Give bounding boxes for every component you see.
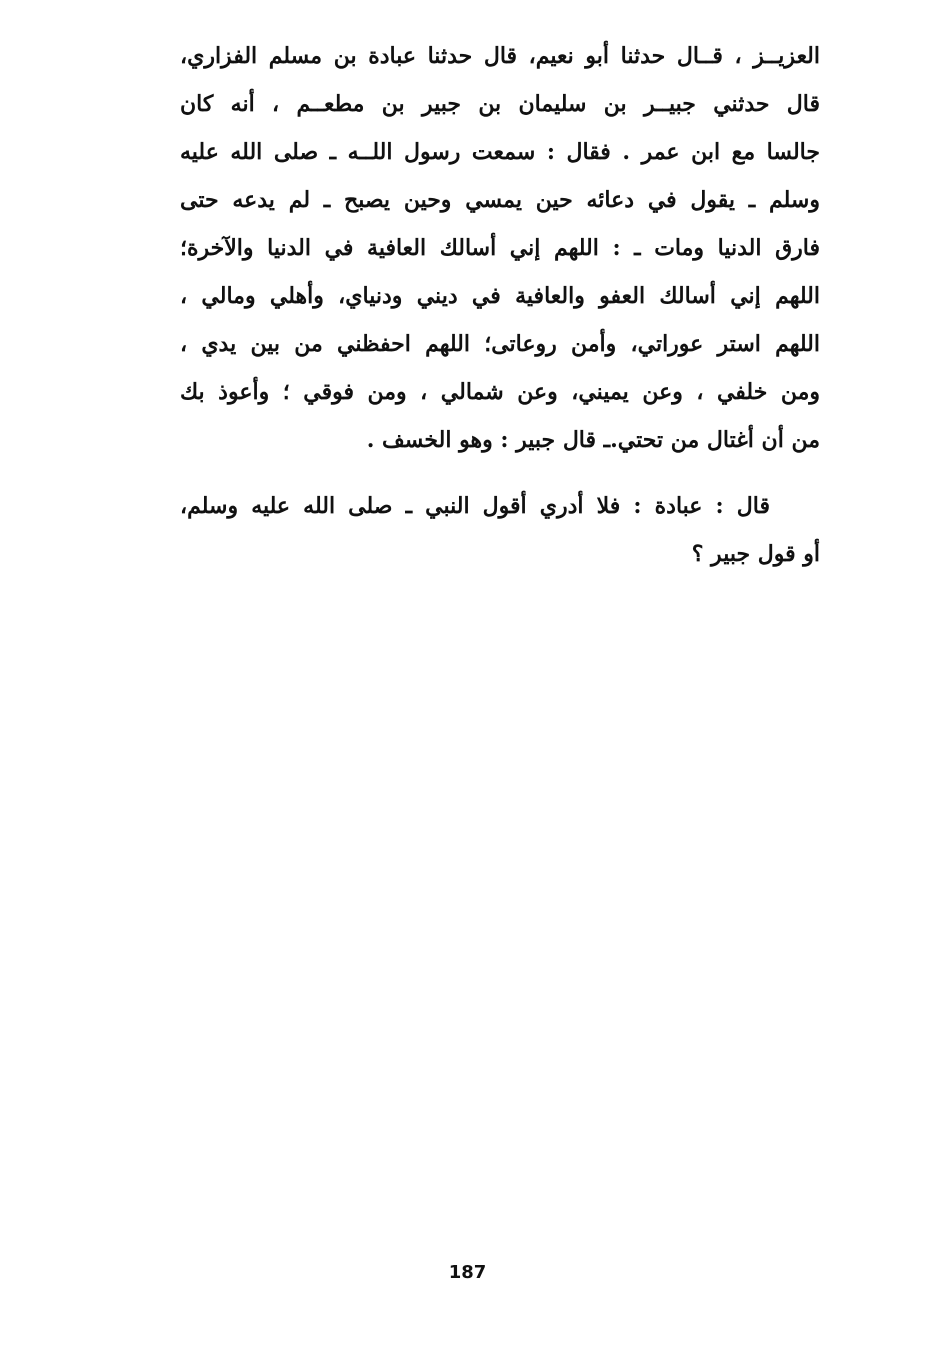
paragraph-1 <box>180 32 820 464</box>
text-line: اللهم إني أسالك العفو والعافية في ديني ودنياي، وأهلي ومالي ، <box>180 283 820 309</box>
text-line: فارق الدنيا ومات ـ : اللهم إني أسالك العافية في الدنيا والآخرة؛ <box>180 235 820 261</box>
text-line: قال حدثني جبيــر بن سليمان بن جبير بن مطعــم ، أنه كان <box>180 91 820 117</box>
paragraph-2 <box>180 482 820 578</box>
text-line: قال : عبادة : فلا أدري أقول النبي ـ صلى الله عليه وسلم، <box>180 493 770 519</box>
text-line: ومن خلفي ، وعن يميني، وعن شمالي ، ومن فوقي ؛ وأعوذ بك <box>180 379 820 405</box>
text-line: اللهم استر عوراتي، وأمن روعاتى؛ اللهم احفظني من بين يدي ، <box>180 331 820 357</box>
text-line: أو قول جبير ؟ <box>691 541 820 567</box>
text-line: جالسا مع ابن عمر . فقال : سمعت رسول اللــه ـ صلى الله عليه <box>180 139 820 165</box>
text-line: العزيــز ، قــال حدثنا أبو نعيم، قال حدثنا عبادة بن مسلم الفزاري، <box>180 43 820 69</box>
text-line: من أن أغتال من تحتي.ـ قال جبير : وهو الخسف . <box>366 427 820 453</box>
page-number: 187 <box>448 1262 487 1283</box>
text-body <box>180 32 820 578</box>
text-line: وسلم ـ يقول في دعائه حين يمسي وحين يصبح ـ لم يدعه حتى <box>180 187 820 213</box>
